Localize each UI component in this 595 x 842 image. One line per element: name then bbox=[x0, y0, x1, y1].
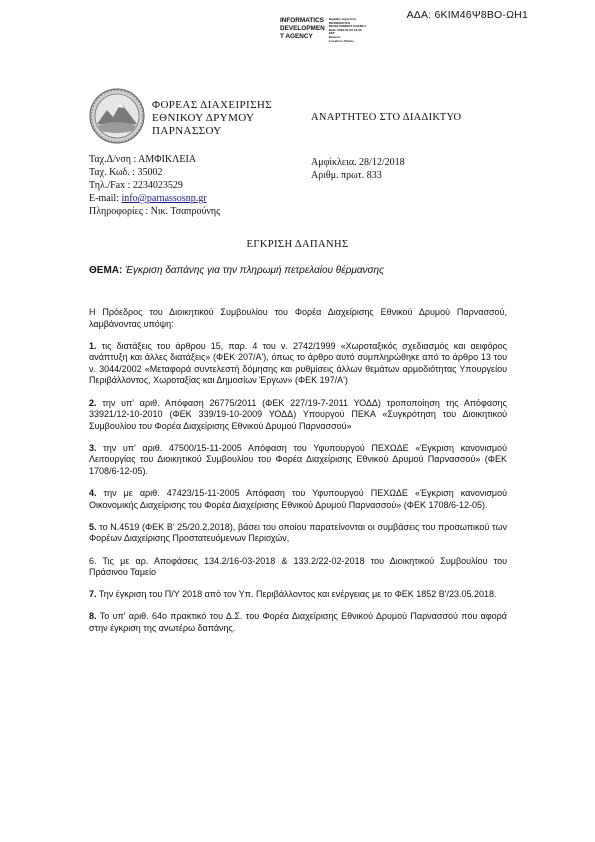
ada-code: ΑΔΑ: 6ΚΙΜ46Ψ8ΒΟ-ΩΗ1 bbox=[406, 9, 528, 21]
item-text: την υπ' αριθ. 47500/15-11-2005 Απόφαση του Υφυπουργού ΠΕΧΩΔΕ «Έγκριση κανονισμού Λειτουργίας του Διοικητικού Συμβουλίου του Φορέα Διαχείρισης Εθνικού Δρυμού Παρνασσού» (ΦΕΚ 1708/6-12-05). bbox=[89, 442, 507, 477]
stamp-detail-line: Digitally signed by bbox=[328, 17, 357, 21]
protocol-number: Αριθμ. πρωτ. 833 bbox=[311, 170, 382, 181]
organization-name bbox=[152, 99, 272, 138]
item-number: 5. bbox=[89, 521, 97, 532]
item-number: 1. bbox=[89, 340, 97, 351]
item-text: Το υπ' αριθ. 64ο πρακτικό του Δ.Σ. του Φορέα Διαχείρισης Εθνικού Δρυμού Παρνασσού που αφορά στην έγκριση της ανωτέρω δαπάνης. bbox=[89, 611, 507, 633]
item-number: 7. bbox=[89, 589, 97, 600]
address-line: Ταχ.Δ/νση : ΑΜΦΙΚΛΕΙΑ bbox=[89, 154, 197, 165]
info-line: Πληροφορίες : Νικ. Τσαπρούνης bbox=[89, 206, 221, 217]
contact-block bbox=[89, 153, 220, 218]
stamp-main-line: T AGENCY bbox=[280, 33, 313, 40]
document-title: ΕΓΚΡΙΣΗ ΔΑΠΑΝΗΣ bbox=[246, 239, 349, 250]
stamp-main-line: INFORMATICS bbox=[280, 17, 324, 24]
email-link[interactable]: info@parnassosnp.gr bbox=[121, 193, 207, 204]
postal-code-line: Ταχ. Κωδ. : 35002 bbox=[89, 167, 163, 178]
date-protocol-block bbox=[311, 156, 405, 182]
stamp-main-text bbox=[280, 17, 325, 43]
stamp-main-line: DEVELOPMEN bbox=[280, 25, 325, 32]
org-line: ΠΑΡΝΑΣΣΟΥ bbox=[152, 125, 222, 137]
document-body bbox=[89, 307, 507, 645]
item-text: την υπ' αριθ. Απόφαση 26775/2011 (ΦΕΚ 227/19-7-2011 ΥΟΔΔ) τροποποίηση της Απόφασης 33921/12-10-2010 (ΦΕΚ 339/19-10-2009 ΥΟΔΔ) Υπουργού ΠΕΚΑ «Συγκρότηση του Διοικητικού Συμβουλίου του Φορέα Διαχείρισης Εθνικού Δρυμού Παρνασσού» bbox=[89, 397, 507, 431]
email-line bbox=[89, 192, 220, 205]
item-number: 4. bbox=[89, 488, 97, 499]
parnassos-logo-icon bbox=[89, 88, 145, 144]
email-label: E-mail: bbox=[89, 193, 122, 204]
subject-line bbox=[89, 265, 384, 276]
list-item bbox=[89, 443, 507, 478]
item-text: το Ν.4519 (ΦΕΚ Β' 25/20.2.2018), βάσει του οποίου παρατείνονται οι συμβάσεις του προσωπικού των Φορέων Διαχείρισης Προστατευόμενων Περιοχών, bbox=[89, 521, 507, 544]
stamp-detail-line: Date: 2019.01.03 12:30 bbox=[328, 27, 362, 32]
org-line: ΕΘΝΙΚΟΥ ΔΡΥΜΟΥ bbox=[152, 112, 255, 124]
item-number: 3. bbox=[89, 442, 97, 453]
item-number: 8. bbox=[89, 611, 97, 622]
item-number: 2. bbox=[89, 397, 97, 408]
item-text: τις διατάξεις του άρθρου 15, παρ. 4 του ν. 2742/1999 «Χωροταξικός σχεδιασμός και αειφόρος ανάπτυξη και άλλες διατάξεις» (ΦΕΚ 207/Α'), όπως το άρθρο αυτό συμπληρώθηκε από το άρθρο 13 του ν. 3044/2002 «Μεταφορά συντελεστή δόμησης και ρυθμίσεις άλλων θεμάτων αρμοδιότητας Υπουργείου Περιβάλλοντος, Χωροταξίας και Δημοσίων Έργων» (ΦΕΚ 197/Α') bbox=[89, 340, 507, 386]
stamp-detail-line: INFORMATICS bbox=[328, 20, 351, 25]
stamp-detail-line: DEVELOPMENT AGENCY bbox=[328, 24, 367, 29]
intro-paragraph: Η Πρόεδρος του Διοικητικού Συμβουλίου του Φορέα Διαχείρισης Εθνικού Δρυμού Παρνασσού, λαμβάνοντας υπόψη: bbox=[89, 307, 507, 329]
subject-text: Έγκριση δαπάνης για την πληρωμή πετρελαίου θέρμανσης bbox=[122, 265, 384, 276]
document-date: Αμφίκλεια. 28/12/2018 bbox=[311, 157, 405, 168]
stamp-detail-line: Location: Athens bbox=[328, 38, 354, 43]
org-line: ΦΟΡΕΑΣ ΔΙΑΧΕΙΡΙΣΗΣ bbox=[152, 99, 273, 111]
stamp-detail-text bbox=[329, 18, 367, 43]
item-text: Την έγκριση του Π/Υ 2018 από τον Υπ. Περιβάλλοντος και ενέργειας με το ΦΕΚ 1852 Β'/23.05.2018. bbox=[96, 589, 497, 600]
item-text: την με αριθ. 47423/15-11-2005 Απόφαση του Υφυπουργού ΠΕΧΩΔΕ «Έγκριση κανονισμού Οικονομικής Διαχείρισης του Φορέα Διαχείρισης Εθνικού Δρυμού Παρνασσού» (ΦΕΚ 1708/6-12-05). bbox=[89, 488, 507, 510]
list-item bbox=[89, 589, 507, 601]
publication-notice: ΑΝΑΡΤΗΤΕΟ ΣΤΟ ΔΙΑΔΙΚΤΥΟ bbox=[311, 112, 462, 123]
subject-label: ΘΕΜΑ: bbox=[89, 265, 123, 276]
list-item bbox=[89, 611, 507, 634]
item-text: 6. Τις με αρ. Αποφάσεις 134.2/16-03-2018 & 133.2/22-02-2018 του Διοικητικού Συμβουλίου του Πράσινου Ταμείο bbox=[89, 555, 507, 578]
list-item bbox=[89, 488, 507, 511]
stamp-detail-line: EET bbox=[328, 31, 335, 36]
list-item bbox=[89, 522, 507, 545]
list-item bbox=[89, 398, 507, 433]
phone-line: Τηλ./Fax : 2234023529 bbox=[89, 180, 183, 191]
digital-signature-stamp bbox=[280, 17, 366, 43]
stamp-detail-line: Reason: bbox=[328, 34, 341, 39]
list-item bbox=[89, 341, 507, 387]
list-item bbox=[89, 556, 507, 579]
